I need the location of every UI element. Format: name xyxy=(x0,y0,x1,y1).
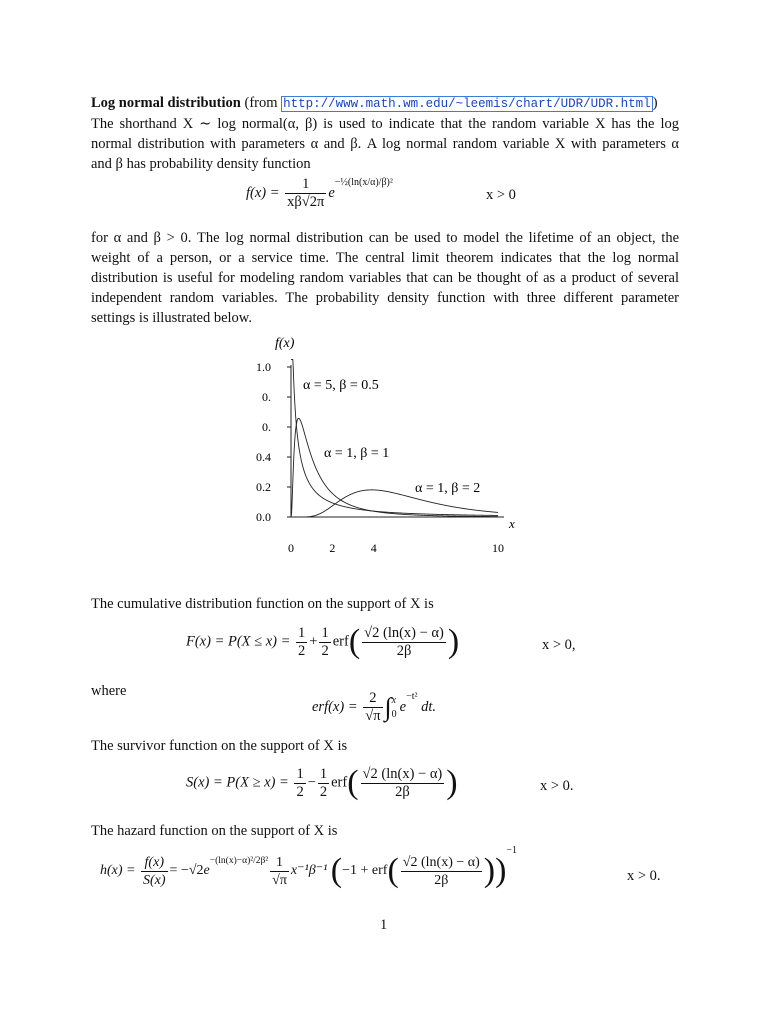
frac-den: 2 xyxy=(319,783,328,800)
sf-condition: x > 0. xyxy=(540,778,574,794)
hf-equation xyxy=(100,844,518,890)
frac-den: √π xyxy=(272,872,287,888)
series-label: α = 5, β = 0.5 xyxy=(303,378,379,393)
frac-den: 2 xyxy=(296,783,304,800)
frac-num: √2 (ln(x) − α) xyxy=(362,765,443,782)
hf-condition: x > 0. xyxy=(627,868,661,884)
frac-num: 1 xyxy=(296,765,304,782)
cdf-arg xyxy=(362,625,446,660)
upper-limit: x xyxy=(391,694,397,706)
description-line: independent random variables. The probability density function with three different parameter xyxy=(91,290,679,306)
y-axis-label: f(x) xyxy=(275,336,295,351)
hf-lhs: h(x) = xyxy=(100,863,136,879)
frac-num: √2 (ln(x) − α) xyxy=(364,624,444,641)
x-tick-label: 2 xyxy=(329,541,336,555)
sf-op: − xyxy=(307,774,316,791)
hf-intro-text: The hazard function on the support of X is xyxy=(91,823,338,839)
hf-ratio xyxy=(141,854,168,889)
source-link[interactable]: http://www.math.wm.edu/~leemis/chart/UDR/UDR.html xyxy=(283,97,651,111)
sf-lhs: S(x) = P(X ≥ x) = xyxy=(186,774,289,791)
pdf-lhs: f(x) = xyxy=(246,184,280,201)
cdf-half-2 xyxy=(319,625,330,660)
cdf-erf: erf xyxy=(332,633,349,650)
frac-num: 1 xyxy=(298,624,306,641)
x-axis-label: x xyxy=(509,516,515,531)
x-tick-label: 0 xyxy=(288,541,294,555)
from-suffix: ) xyxy=(652,95,658,111)
hf-inv-sqrt-pi xyxy=(270,854,289,889)
sf-half-1 xyxy=(294,766,305,801)
paren-close: ) xyxy=(495,852,507,889)
intro-paragraph xyxy=(91,93,679,174)
integrand-exponent: −t² xyxy=(406,691,418,702)
frac-den: 2β xyxy=(401,871,482,889)
frac-den: 2 xyxy=(298,642,306,659)
from-prefix: (from xyxy=(244,95,282,111)
erf-lhs: erf(x) = xyxy=(312,698,358,715)
frac-den: 2β xyxy=(361,783,445,801)
cdf-condition: x > 0, xyxy=(542,637,576,653)
description-line: for α and β > 0. The log normal distribution can be used to model the lifetime of an object, the xyxy=(91,230,679,246)
y-tick-label: 0.2 xyxy=(256,480,271,494)
sf-half-2 xyxy=(318,766,329,801)
cdf-op: + xyxy=(309,633,318,650)
frac-den: 2β xyxy=(362,642,446,660)
paren-close: ) xyxy=(447,623,460,660)
cdf-half-1 xyxy=(296,625,307,660)
frac-den: 2 xyxy=(321,642,329,659)
pdf-fraction xyxy=(285,176,326,211)
hf-intro xyxy=(91,821,679,841)
cdf-intro-text: The cumulative distribution function on the support of X is xyxy=(91,596,434,612)
hf-exponent: −(ln(x)−α)²/2β² xyxy=(209,855,269,866)
x-tick-label: 10 xyxy=(492,541,504,555)
paren-open: ( xyxy=(348,623,361,660)
frac-num: √2 (ln(x) − α) xyxy=(402,854,480,870)
y-tick-label: 0.0 xyxy=(256,510,271,524)
y-tick-label: 0. xyxy=(262,390,271,404)
hf-outer-exponent: −1 xyxy=(506,844,518,856)
series-line-2 xyxy=(291,418,498,517)
erf-coefficient xyxy=(363,690,382,725)
title-line xyxy=(91,93,679,114)
erf-definition xyxy=(312,690,436,725)
intro-line: normal distribution with parameters α and β. A log normal random variable X with parameters α xyxy=(91,136,679,152)
intro-line: The shorthand X ∼ log normal(α, β) is used to indicate that the random variable X has the log xyxy=(91,116,679,132)
integrand-base: e xyxy=(399,698,407,715)
paren-open: ( xyxy=(347,764,359,801)
sf-erf: erf xyxy=(331,774,348,791)
cdf-intro xyxy=(91,594,679,614)
paren-open: ( xyxy=(330,852,343,889)
y-tick-label: 0.4 xyxy=(256,450,271,464)
sf-arg xyxy=(361,766,445,801)
paren-open: ( xyxy=(387,852,399,889)
frac-num: f(x) xyxy=(144,854,164,870)
integral-sign: ∫ xyxy=(384,692,392,722)
pdf-equation xyxy=(246,176,393,211)
frac-num: 1 xyxy=(276,854,284,870)
pdf-exp-base: e xyxy=(328,184,335,201)
series-label: α = 1, β = 1 xyxy=(324,446,390,461)
pdf-chart xyxy=(240,330,530,565)
sf-intro-text: The survivor function on the support of X is xyxy=(91,738,348,754)
hf-eq: = −√2 xyxy=(169,863,204,879)
sf-equation xyxy=(186,764,458,802)
description-line: weight of a person, or a service time. The central limit theorem indicates that the log normal xyxy=(91,250,679,266)
description-line: distribution is useful for modeling random variables that can be thought of as a product of several xyxy=(91,270,679,286)
paren-close: ) xyxy=(446,764,458,801)
y-tick-label: 0. xyxy=(262,420,271,434)
series-label: α = 1, β = 2 xyxy=(415,481,481,496)
frac-num: 1 xyxy=(319,765,328,782)
differential: dt. xyxy=(417,698,437,715)
section-title: Log normal distribution xyxy=(91,95,241,111)
description-line: settings is illustrated below. xyxy=(91,310,252,326)
x-tick-label: 4 xyxy=(370,541,377,555)
page-number: 1 xyxy=(380,917,388,933)
cdf-lhs: F(x) = P(X ≤ x) = xyxy=(186,633,291,650)
lower-limit: 0 xyxy=(391,708,397,720)
pdf-exponent: −½(ln(x/α)/β)² xyxy=(334,177,393,188)
frac-num: 1 xyxy=(321,624,329,641)
pdf-numerator: 1 xyxy=(302,176,310,192)
hf-inner: −1 + erf xyxy=(342,863,388,879)
pdf-denominator: xβ√2π xyxy=(287,194,325,210)
where-text: where xyxy=(91,683,127,699)
hf-arg xyxy=(401,854,482,889)
frac-den: √π xyxy=(365,708,381,724)
sf-intro xyxy=(91,736,679,756)
integral-limits xyxy=(392,694,397,722)
hf-exp-base: e xyxy=(203,863,210,879)
cdf-equation xyxy=(186,623,459,661)
frac-den: S(x) xyxy=(143,872,166,888)
pdf-condition: x > 0 xyxy=(486,187,516,203)
frac-num: 2 xyxy=(369,690,377,706)
description-paragraph xyxy=(91,228,679,328)
intro-line: and β has probability density function xyxy=(91,156,311,172)
y-tick-label: 1.0 xyxy=(256,360,271,374)
paren-close: ) xyxy=(483,852,496,889)
hf-tail: x⁻¹β⁻¹ xyxy=(290,863,328,879)
